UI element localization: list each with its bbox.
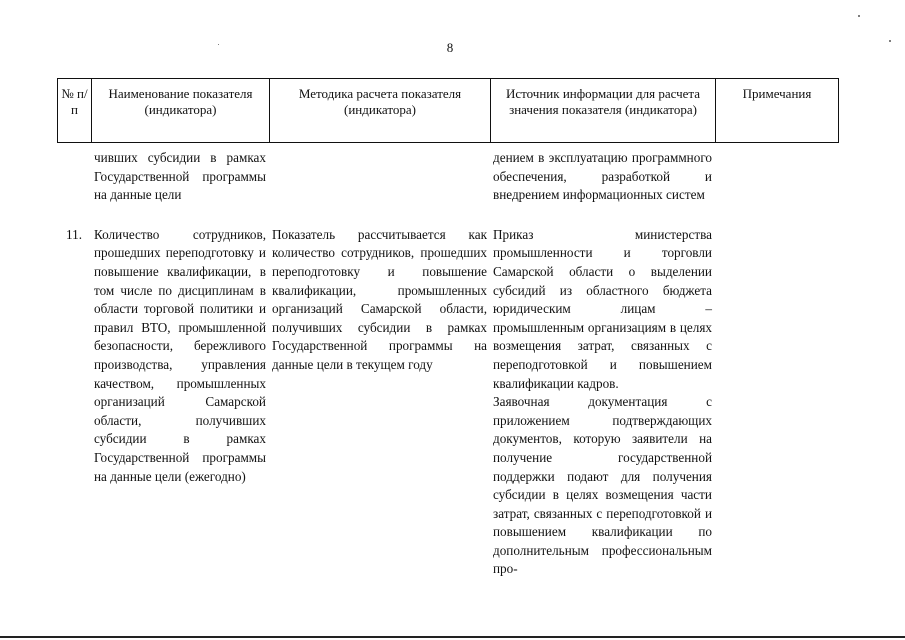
header-num: № п/п <box>58 79 92 143</box>
indicator-table-body <box>57 149 838 579</box>
scan-speck <box>889 40 891 42</box>
continued-method-cell <box>269 149 490 205</box>
continued-source-cell: дением в эксплуатацию программного обеспечения, разработкой и внедрением информационных систем <box>493 150 712 203</box>
source-paragraph: Заявочная документация с приложением подтверждающих документов, которую заявители на получение государственной поддержки подают для получения субсидии в целях возмещения части затрат, связанных с переподготовкой и повышением квалификации по дополнительным профессиональным про- <box>493 394 712 577</box>
table-row <box>57 149 838 205</box>
row-number: 11. <box>66 226 82 242</box>
indicator-table-header <box>57 78 839 143</box>
header-method: Методика расчета показателя (индикатора) <box>270 79 491 143</box>
indicator-name-cell: Количество сотрудников, прошедших переподготовку и повышение квалификации, в том числе по дисциплинам в области торговой политики и правил ВТО, промышленной безопасности, бережливого производства, управления качеством, промышленных организаций Самарской области, получивших субсидии в рамках Государственной программы на данные цели (ежегодно) <box>94 226 266 484</box>
source-paragraph: Приказ министерства промышленности и торговли Самарской области о выделении субсидий из областного бюджета юридическим лицам – промышленным организациям в целях возмещения затрат, связанных с переподготовкой и повышением квалификации кадров. <box>493 226 712 391</box>
page-number: 8 <box>446 40 454 55</box>
scan-bottom-edge <box>0 636 905 638</box>
notes-cell <box>715 226 838 579</box>
header-notes: Примечания <box>716 79 839 143</box>
source-cell <box>490 226 715 579</box>
header-name: Наименование показателя (индикатора) <box>92 79 270 143</box>
scan-speck <box>858 15 860 17</box>
scan-speck <box>218 44 219 45</box>
continued-name-cell: чивших субсидии в рамках Государственной программы на данные цели <box>94 150 266 203</box>
method-cell: Показатель рассчитывается как количество сотрудников, прошедших переподготовку и повышение квалификации, промышленных организаций Самарской области, получивших субсидии в рамках Государственной программы на данные цели в текущем году <box>272 226 487 372</box>
header-source: Источник информации для расчета значения показателя (индикатора) <box>491 79 716 143</box>
table-row <box>57 226 838 579</box>
